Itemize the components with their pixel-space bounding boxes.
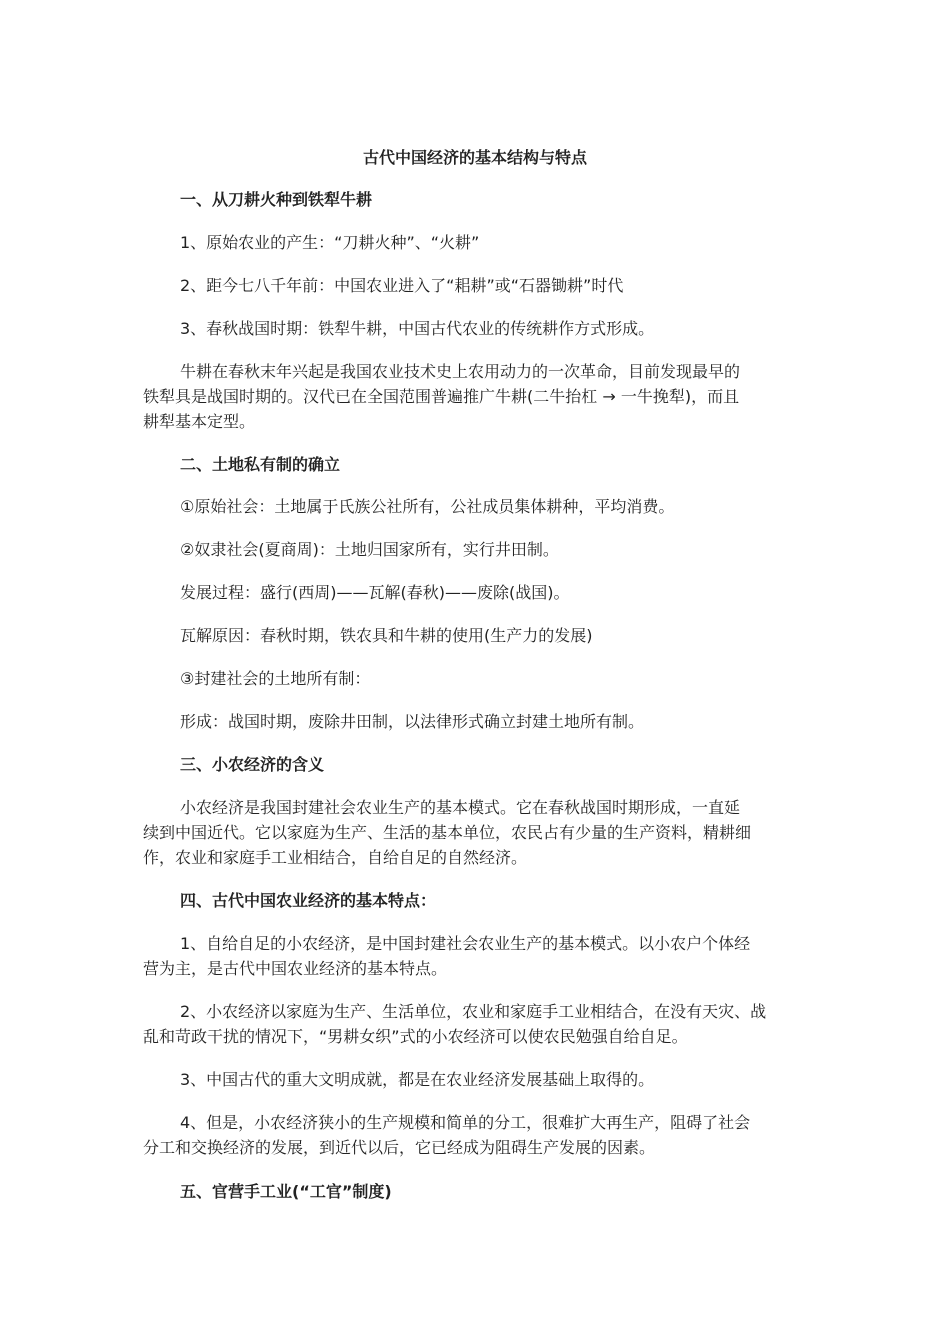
paragraph-line: 1、自给自足的小农经济，是中国封建社会农业生产的基本模式。以小农户个体经 (180, 934, 751, 953)
paragraph-line: 牛耕在春秋末年兴起是我国农业技术史上农用动力的一次革命，目前发现最早的 (180, 362, 741, 381)
section-heading-4: 四、古代中国农业经济的基本特点： (180, 891, 437, 910)
paragraph-2-6: 形成：战国时期，废除井田制，以法律形式确立封建土地所有制。 (180, 712, 645, 731)
paragraph-line: 作，农业和家庭手工业相结合，自给自足的自然经济。 (143, 848, 528, 867)
paragraph-line: 2、小农经济以家庭为生产、生活单位，农业和家庭手工业相结合，在没有天灾、战 (180, 1002, 767, 1021)
paragraph-4-3: 3、中国古代的重大文明成就，都是在农业经济发展基础上取得的。 (180, 1070, 655, 1089)
paragraph-line: 乱和苛政干扰的情况下，“男耕女织”式的小农经济可以使农民勉强自给自足。 (143, 1027, 688, 1046)
paragraph-1-2: 2、距今七八千年前：中国农业进入了“耜耕”或“石器锄耕”时代 (180, 276, 624, 295)
paragraph-2-2: ②奴隶社会(夏商周)：土地归国家所有，实行井田制。 (180, 540, 559, 559)
paragraph-line: 营为主，是古代中国农业经济的基本特点。 (143, 959, 448, 978)
paragraph-2-1: ①原始社会：土地属于氏族公社所有，公社成员集体耕种，平均消费。 (180, 497, 675, 516)
paragraph-1-3: 3、春秋战国时期：铁犁牛耕，中国古代农业的传统耕作方式形成。 (180, 319, 655, 338)
section-heading-1: 一、从刀耕火种到铁犁牛耕 (180, 190, 373, 209)
section-heading-5: 五、官营手工业(“工官”制度) (180, 1182, 392, 1201)
paragraph-3-1 (143, 795, 807, 870)
paragraph-4-1 (143, 931, 807, 981)
document-title: 古代中国经济的基本结构与特点 (362, 148, 587, 167)
paragraph-1-4 (143, 359, 807, 434)
section-heading-2: 二、土地私有制的确立 (180, 455, 341, 474)
paragraph-4-4 (143, 1110, 807, 1160)
paragraph-1-1: 1、原始农业的产生：“刀耕火种”、“火耕” (180, 233, 480, 252)
paragraph-2-4: 瓦解原因：春秋时期，铁农具和牛耕的使用(生产力的发展) (180, 626, 593, 645)
paragraph-line: 续到中国近代。它以家庭为生产、生活的基本单位，农民占有少量的生产资料，精耕细 (143, 823, 752, 842)
paragraph-line: 耕犁基本定型。 (143, 412, 256, 431)
paragraph-line: 铁犁具是战国时期的。汉代已在全国范围普遍推广牛耕(二牛抬杠 → 一牛挽犁)，而且 (143, 387, 740, 406)
paragraph-2-5: ③封建社会的土地所有制： (180, 669, 371, 688)
paragraph-2-3: 发展过程：盛行(西周)——瓦解(春秋)——废除(战国)。 (180, 583, 570, 602)
paragraph-line: 小农经济是我国封建社会农业生产的基本模式。它在春秋战国时期形成，一直延 (180, 798, 741, 817)
paragraph-line: 4、但是，小农经济狭小的生产规模和简单的分工，很难扩大再生产，阻碍了社会 (180, 1113, 751, 1132)
paragraph-4-2 (143, 999, 807, 1049)
paragraph-line: 分工和交换经济的发展，到近代以后，它已经成为阻碍生产发展的因素。 (143, 1138, 656, 1157)
section-heading-3: 三、小农经济的含义 (180, 755, 325, 774)
